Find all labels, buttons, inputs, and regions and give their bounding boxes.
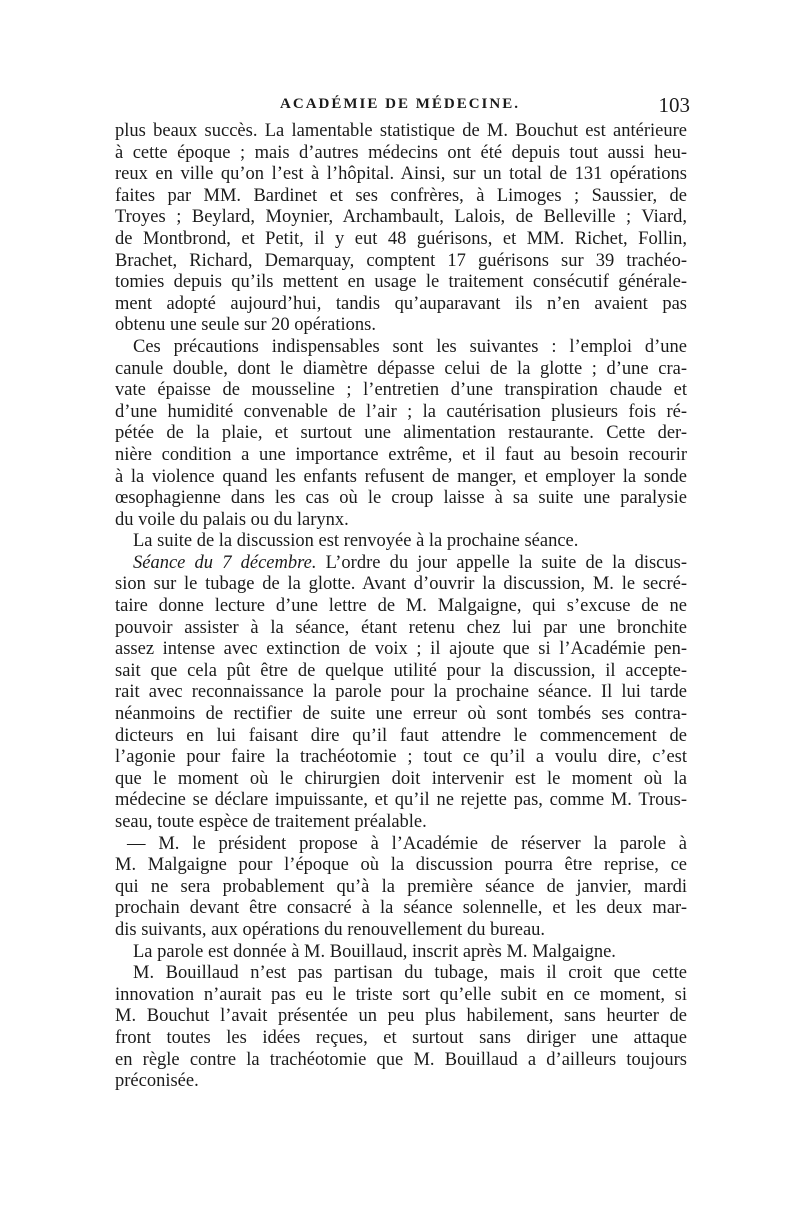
- text-line: prochain devant être consacré à la séance solennelle, et les deux mar-: [115, 898, 687, 919]
- text-line: du voile du palais ou du larynx.: [115, 509, 349, 530]
- text-line: en règle contre la trachéotomie que M. Bouillaud a d’ailleurs toujours: [115, 1049, 687, 1070]
- text-line: œsophagienne dans les cas où le croup laisse à sa suite une paralysie: [115, 488, 687, 509]
- session-date: Séance du 7 décembre.: [133, 552, 317, 573]
- text-line: M. Bouchut l’avait présentée un peu plus habilement, sans heurter de: [115, 1006, 687, 1027]
- text-line: ment adopté aujourd’hui, tandis qu’auparavant ils n’en avaient pas: [115, 293, 687, 314]
- text-line: taire donne lecture d’une lettre de M. Malgaigne, qui s’excuse de ne: [115, 596, 687, 617]
- text-line: à la violence quand les enfants refusent de manger, et employer la sonde: [115, 466, 687, 487]
- text-line: dicteurs en lui faisant dire qu’il faut attendre le commencement de: [115, 725, 687, 746]
- page-header: [110, 93, 690, 120]
- text-line: obtenu une seule sur 20 opérations.: [115, 315, 376, 336]
- text-line: M. Malgaigne pour l’époque où la discussion pourra être reprise, ce: [115, 855, 687, 876]
- text-line: canule double, dont le diamètre dépasse celui de la glotte ; d’une cra-: [115, 358, 687, 379]
- body-text: [115, 121, 687, 1093]
- text-line: Brachet, Richard, Demarquay, comptent 17 guérisons sur 39 trachéo-: [115, 250, 687, 271]
- text-line: d’une humidité convenable de l’air ; la cautérisation plusieurs fois ré-: [115, 401, 687, 422]
- text-line: nière condition a une importance extrême, et il faut au besoin recourir: [115, 444, 687, 465]
- text-line: tomies depuis qu’ils mettent en usage le traitement consécutif générale-: [115, 272, 687, 293]
- text-line: plus beaux succès. La lamentable statistique de M. Bouchut est antérieure: [115, 121, 687, 141]
- running-head: ACADÉMIE DE MÉDECINE.: [280, 96, 520, 112]
- text-line: front toutes les idées reçues, et surtout sans diriger une attaque: [115, 1027, 687, 1048]
- text-line: Troyes ; Beylard, Moynier, Archambault, Lalois, de Belleville ; Viard,: [115, 207, 687, 228]
- text-line: l’agonie pour faire la trachéotomie ; tout ce qu’il a voulu dire, c’est: [115, 747, 687, 768]
- text-line: préconisée.: [115, 1071, 199, 1092]
- text-line: M. Bouillaud n’est pas partisan du tubage, mais il croit que cette: [133, 963, 687, 984]
- text-line: — M. le président propose à l’Académie de réserver la parole à: [127, 833, 687, 854]
- text-line: pouvoir assister à la séance, étant retenu chez lui par une bronchite: [115, 617, 687, 638]
- text-line: médecine se déclare impuissante, et qu’il ne rejette pas, comme M. Trous-: [115, 790, 687, 811]
- text-line: dis suivants, aux opérations du renouvellement du bureau.: [115, 919, 546, 940]
- text-line: pétée de la plaie, et surtout une alimentation restaurante. Cette der-: [115, 423, 687, 444]
- text-line: reux en ville qu’on l’est à l’hôpital. Ainsi, sur un total de 131 opérations: [115, 164, 687, 185]
- page-number: 103: [658, 93, 690, 117]
- text-line: innovation n’aurait pas eu le triste sort qu’elle subit en ce moment, si: [115, 984, 687, 1005]
- text-line: La parole est donnée à M. Bouillaud, inscrit après M. Malgaigne.: [133, 941, 616, 962]
- text-line: seau, toute espèce de traitement préalable.: [115, 812, 427, 832]
- text-line: néanmoins de rectifier de suite une erreur où sont tombés ses contra-: [115, 704, 687, 725]
- text-line: qui ne sera probablement qu’à la première séance de janvier, mardi: [115, 876, 687, 897]
- text-line: sion sur le tubage de la glotte. Avant d’ouvrir la discussion, M. le secré-: [115, 574, 687, 595]
- text-line: faites par MM. Bardinet et ses confrères, à Limoges ; Saussier, de: [115, 185, 687, 206]
- text-line: assez intense avec extinction de voix ; il ajoute que si l’Académie pen-: [115, 639, 687, 660]
- text-line: à cette époque ; mais d’autres médecins ont été depuis tout aussi heu-: [115, 142, 687, 163]
- text-line: sait que cela pût être de quelque utilité pour la discussion, il accepte-: [115, 660, 687, 681]
- text-line: vate épaisse de mousseline ; l’entretien d’une transpiration chaude et: [115, 380, 687, 401]
- text-line: Ces précautions indispensables sont les suivantes : l’emploi d’une: [133, 336, 687, 357]
- text-line: Séance du 7 décembre. L’ordre du jour appelle la suite de la discus-: [133, 552, 687, 573]
- text-line: La suite de la discussion est renvoyée à la prochaine séance.: [133, 531, 579, 552]
- text-line: que le moment où le chirurgien doit intervenir est le moment où la: [115, 768, 687, 789]
- text-line: de Montbrond, et Petit, il y eut 48 guérisons, et MM. Richet, Follin,: [115, 228, 687, 249]
- text-line: rait avec reconnaissance la parole pour la prochaine séance. Il lui tarde: [115, 682, 687, 703]
